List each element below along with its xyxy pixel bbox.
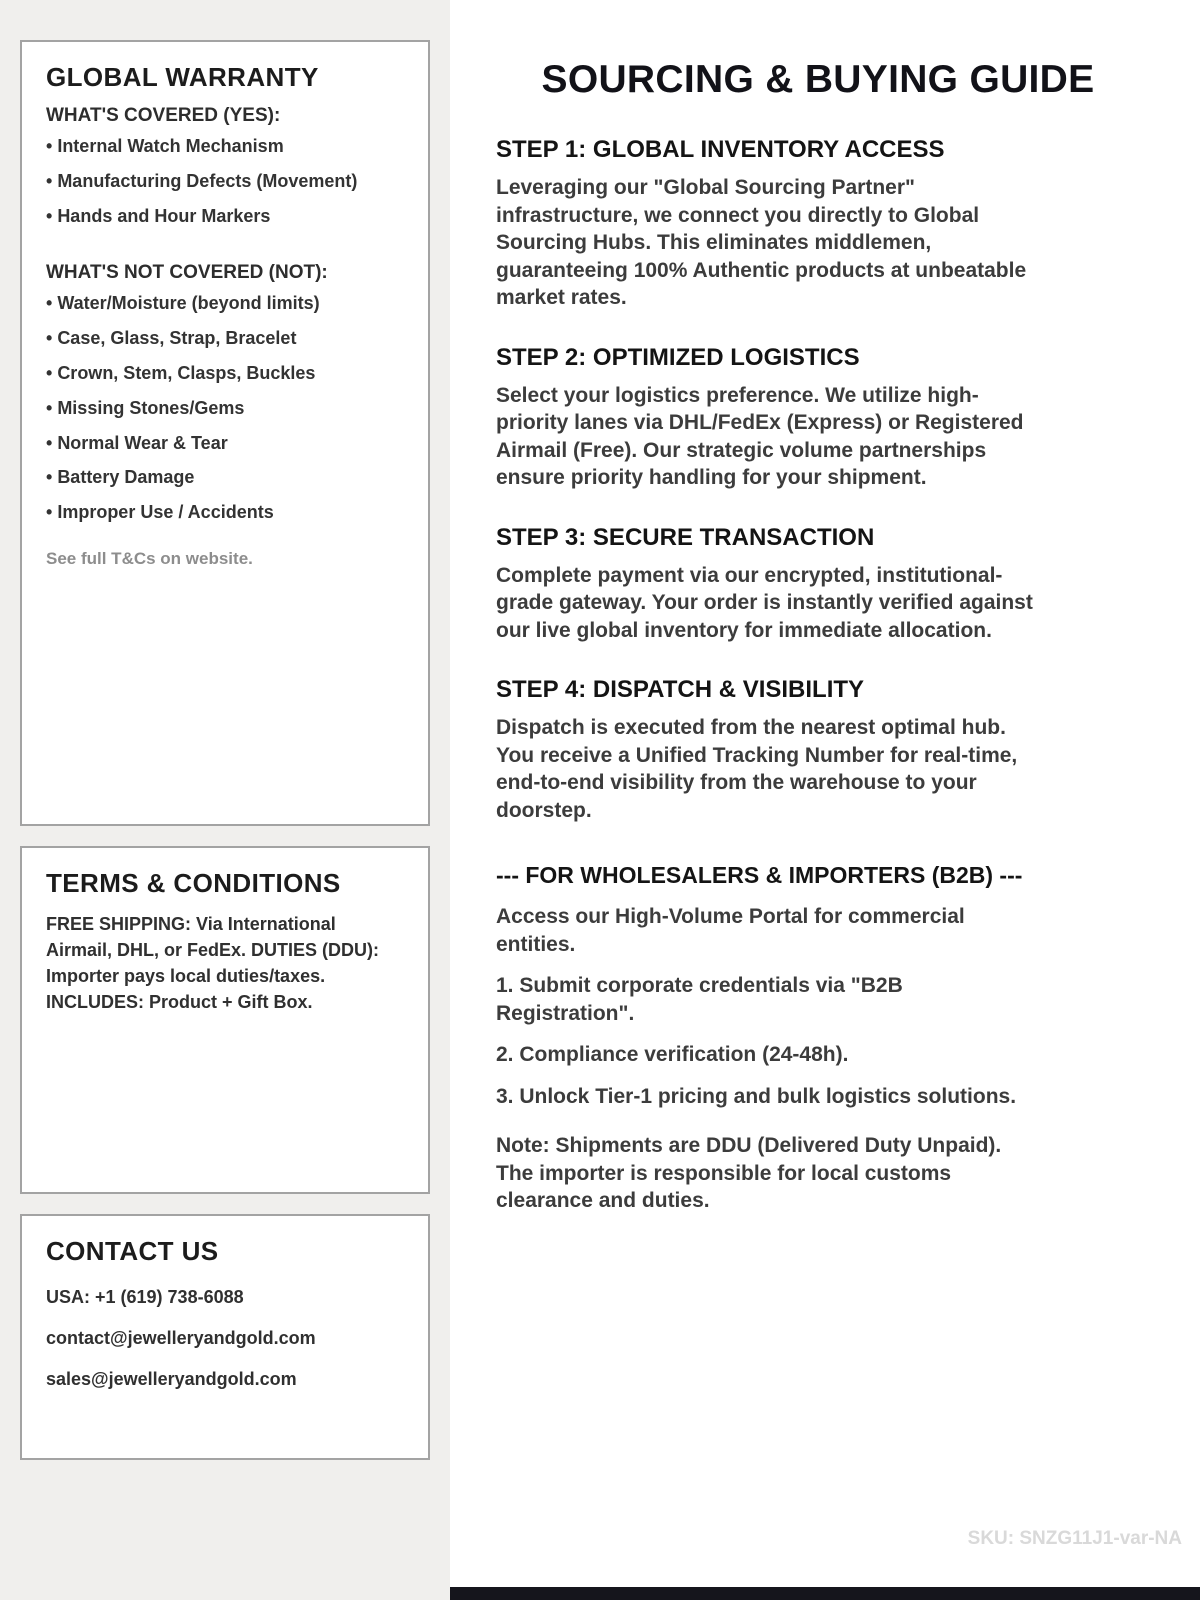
step-1-body: Leveraging our "Global Sourcing Partner" infrastructure, we connect you directly to Global Sourcing Hubs. This eliminates middlemen, guaranteeing 100% Authentic products at unbeatable market rates. (496, 176, 1027, 309)
terms-body: FREE SHIPPING: Via International Airmail, DHL, or FedEx. DUTIES (DDU): Importer pays local duties/taxes. INCLUDES: Product + Gift Box. (46, 914, 380, 1012)
step-3-body: Complete payment via our encrypted, institutional-grade gateway. Your order is instantly verified against our live global inventory for immediate allocation. (496, 563, 1033, 642)
list-item: • Normal Wear & Tear (46, 434, 404, 454)
list-item: • Water/Moisture (beyond limits) (46, 294, 404, 314)
covered-list (46, 137, 404, 226)
step-4 (496, 676, 1140, 824)
b2b-heading: --- FOR WHOLESALERS & IMPORTERS (B2B) --- (496, 862, 1023, 888)
step-1 (496, 136, 1140, 312)
page-title: SOURCING & BUYING GUIDE (541, 58, 1095, 101)
sidebar (0, 0, 450, 1600)
warranty-panel (20, 40, 430, 826)
list-item: • Internal Watch Mechanism (46, 137, 404, 157)
contact-email-sales: sales@jewelleryandgold.com (46, 1369, 297, 1389)
step-4-heading: STEP 4: DISPATCH & VISIBILITY (496, 676, 865, 703)
step-2 (496, 344, 1140, 492)
b2b-step-2: 2. Compliance verification (24-48h). (496, 1043, 849, 1066)
list-item: • Hands and Hour Markers (46, 207, 404, 227)
sku-label: SKU: SNZG11J1-var-NA (967, 1528, 1182, 1549)
list-item: • Manufacturing Defects (Movement) (46, 172, 404, 192)
b2b-step-3: 3. Unlock Tier-1 pricing and bulk logistics solutions. (496, 1084, 1017, 1108)
step-4-body: Dispatch is executed from the nearest optimal hub. You receive a Unified Tracking Number for real-time, end-to-end visibility from the warehouse to your doorstep. (496, 716, 1018, 822)
step-1-heading: STEP 1: GLOBAL INVENTORY ACCESS (496, 136, 945, 163)
step-2-heading: STEP 2: OPTIMIZED LOGISTICS (496, 343, 860, 371)
warranty-footnote: See full T&Cs on website. (46, 548, 253, 568)
contact-title: CONTACT US (46, 1236, 219, 1266)
warranty-title: GLOBAL WARRANTY (46, 62, 319, 92)
b2b-section (496, 862, 1140, 1215)
step-2-body: Select your logistics preference. We utilize high-priority lanes via DHL/FedEx (Express) or Registered Airmail (Free). Our strategic volume partnerships ensure priority handling for your shipment. (496, 383, 1024, 489)
covered-subtitle: WHAT'S COVERED (YES): (46, 105, 281, 126)
list-item: • Missing Stones/Gems (46, 399, 404, 419)
b2b-intro: Access our High-Volume Portal for commercial entities. (496, 905, 965, 956)
not-covered-subtitle: WHAT'S NOT COVERED (NOT): (46, 262, 328, 284)
contact-email-primary: contact@jewelleryandgold.com (46, 1328, 316, 1348)
main-content (450, 0, 1200, 1600)
contact-phone: USA: +1 (619) 738-6088 (46, 1287, 244, 1307)
terms-panel (20, 846, 430, 1194)
step-3 (496, 524, 1140, 645)
terms-title: TERMS & CONDITIONS (46, 868, 341, 898)
contact-panel (20, 1214, 430, 1460)
not-covered-list (46, 294, 404, 523)
ddu-note: Note: Shipments are DDU (Delivered Duty Unpaid). The importer is responsible for local customs clearance and duties. (496, 1134, 1002, 1212)
b2b-step-1: 1. Submit corporate credentials via "B2B Registration". (496, 974, 903, 1025)
bottom-accent-bar (450, 1587, 1200, 1600)
list-item: • Battery Damage (46, 468, 404, 488)
step-3-heading: STEP 3: SECURE TRANSACTION (496, 523, 875, 551)
list-item: • Improper Use / Accidents (46, 503, 404, 523)
list-item: • Case, Glass, Strap, Bracelet (46, 329, 404, 349)
list-item: • Crown, Stem, Clasps, Buckles (46, 364, 404, 384)
